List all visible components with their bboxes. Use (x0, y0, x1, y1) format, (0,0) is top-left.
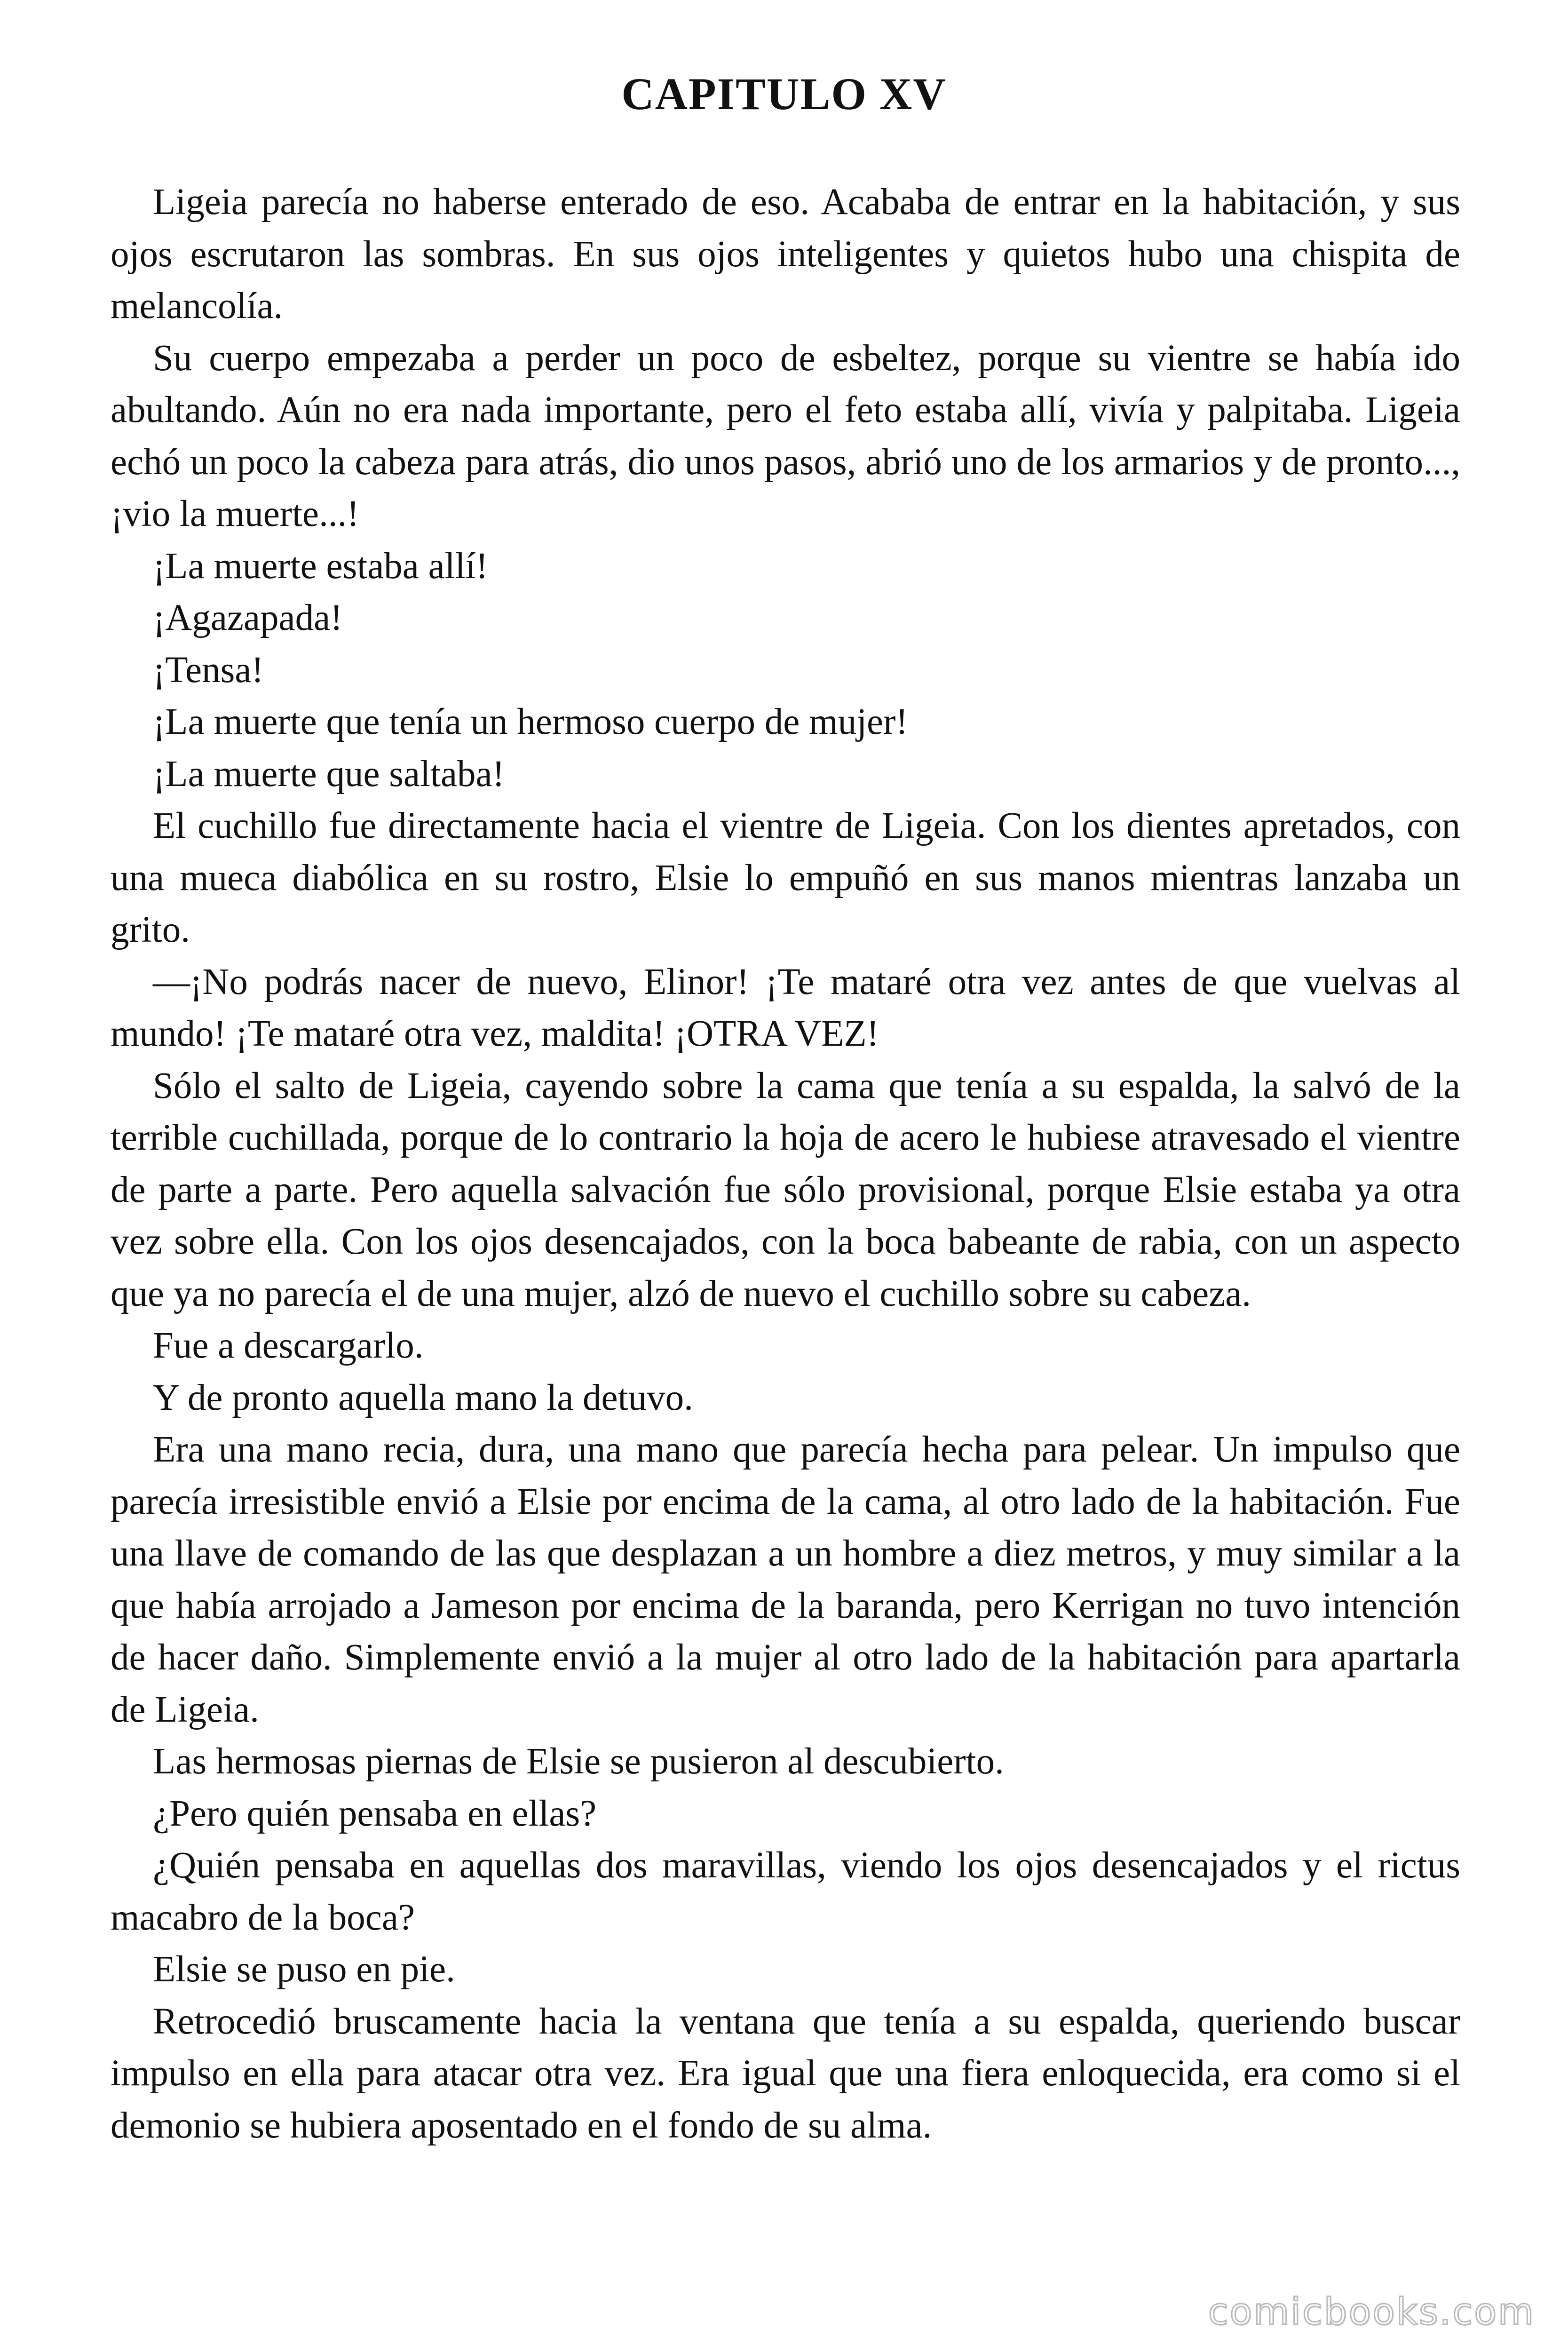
paragraph: Y de pronto aquella mano la detuvo. (153, 1377, 693, 1418)
chapter-title: CAPITULO XV (621, 69, 947, 119)
paragraph: ¡La muerte estaba allí! (153, 545, 488, 587)
paragraph: Las hermosas piernas de Elsie se pusieron al descubierto. (153, 1741, 1004, 1782)
paragraph: ¡Tensa! (153, 649, 264, 691)
paragraph: ¿Pero quién pensaba en ellas? (153, 1793, 597, 1834)
paragraph: Fue a descargarlo. (153, 1325, 424, 1366)
paragraph: ¡Agazapada! (153, 597, 343, 638)
paragraph: Sólo el salto de Ligeia, cayendo sobre la cama que tenía a su espalda, la salvó de la terrible cuchillada, porque de lo contrario la hoja de acero le hubiese atravesado el vientre de parte a parte. Pero aquella salvación fue sólo provisional, porque Elsie estaba ya otra vez sobre ella. Con los ojos desencajados, con la boca babeante de rabia, con un aspecto que ya no parecía el de una mujer, alzó de nuevo el cuchillo sobre su cabeza. (111, 1065, 1460, 1314)
paragraph: —¡No podrás nacer de nuevo, Elinor! ¡Te mataré otra vez antes de que vuelvas al mundo! ¡Te mataré otra vez, maldita! ¡OTRA VEZ! (111, 961, 1460, 1054)
paragraph: ¡La muerte que saltaba! (153, 753, 505, 795)
chapter-body (111, 176, 1460, 2152)
paragraph: Su cuerpo empezaba a perder un poco de esbeltez, porque su vientre se había ido abultando. Aún no era nada importante, pero el feto estaba allí, vivía y palpitaba. Ligeia echó un poco la cabeza para atrás, dio unos pasos, abrió uno de los armarios y de pronto..., ¡vio la muerte...! (111, 337, 1460, 534)
paragraph: Era una mano recia, dura, una mano que parecía hecha para pelear. Un impulso que parecía irresistible envió a Elsie por encima de la cama, al otro lado de la habitación. Fue una llave de comando de las que desplazan a un hombre a diez metros, y muy similar a la que había arrojado a Jameson por encima de la baranda, pero Kerrigan no tuvo intención de hacer daño. Simplemente envió a la mujer al otro lado de la habitación para apartarla de Ligeia. (111, 1429, 1460, 1730)
paragraph: Retrocedió bruscamente hacia la ventana que tenía a su espalda, queriendo buscar impulso en ella para atacar otra vez. Era igual que una fiera enloquecida, era como si el demonio se hubiera aposentado en el fondo de su alma. (111, 2001, 1460, 2146)
paragraph: Elsie se puso en pie. (153, 1949, 455, 1990)
paragraph: ¿Quién pensaba en aquellas dos maravillas, viendo los ojos desencajados y el rictus macabro de la boca? (111, 1845, 1460, 1938)
paragraph: Ligeia parecía no haberse enterado de eso. Acababa de entrar en la habitación, y sus ojos escrutaron las sombras. En sus ojos inteligentes y quietos hubo una chispita de melancolía. (111, 182, 1460, 326)
paragraph: ¡La muerte que tenía un hermoso cuerpo de mujer! (153, 701, 908, 742)
watermark: comicbooks.com (1208, 2291, 1535, 2333)
paragraph: El cuchillo fue directamente hacia el vientre de Ligeia. Con los dientes apretados, con una mueca diabólica en su rostro, Elsie lo empuñó en sus manos mientras lanzaba un grito. (111, 805, 1460, 950)
